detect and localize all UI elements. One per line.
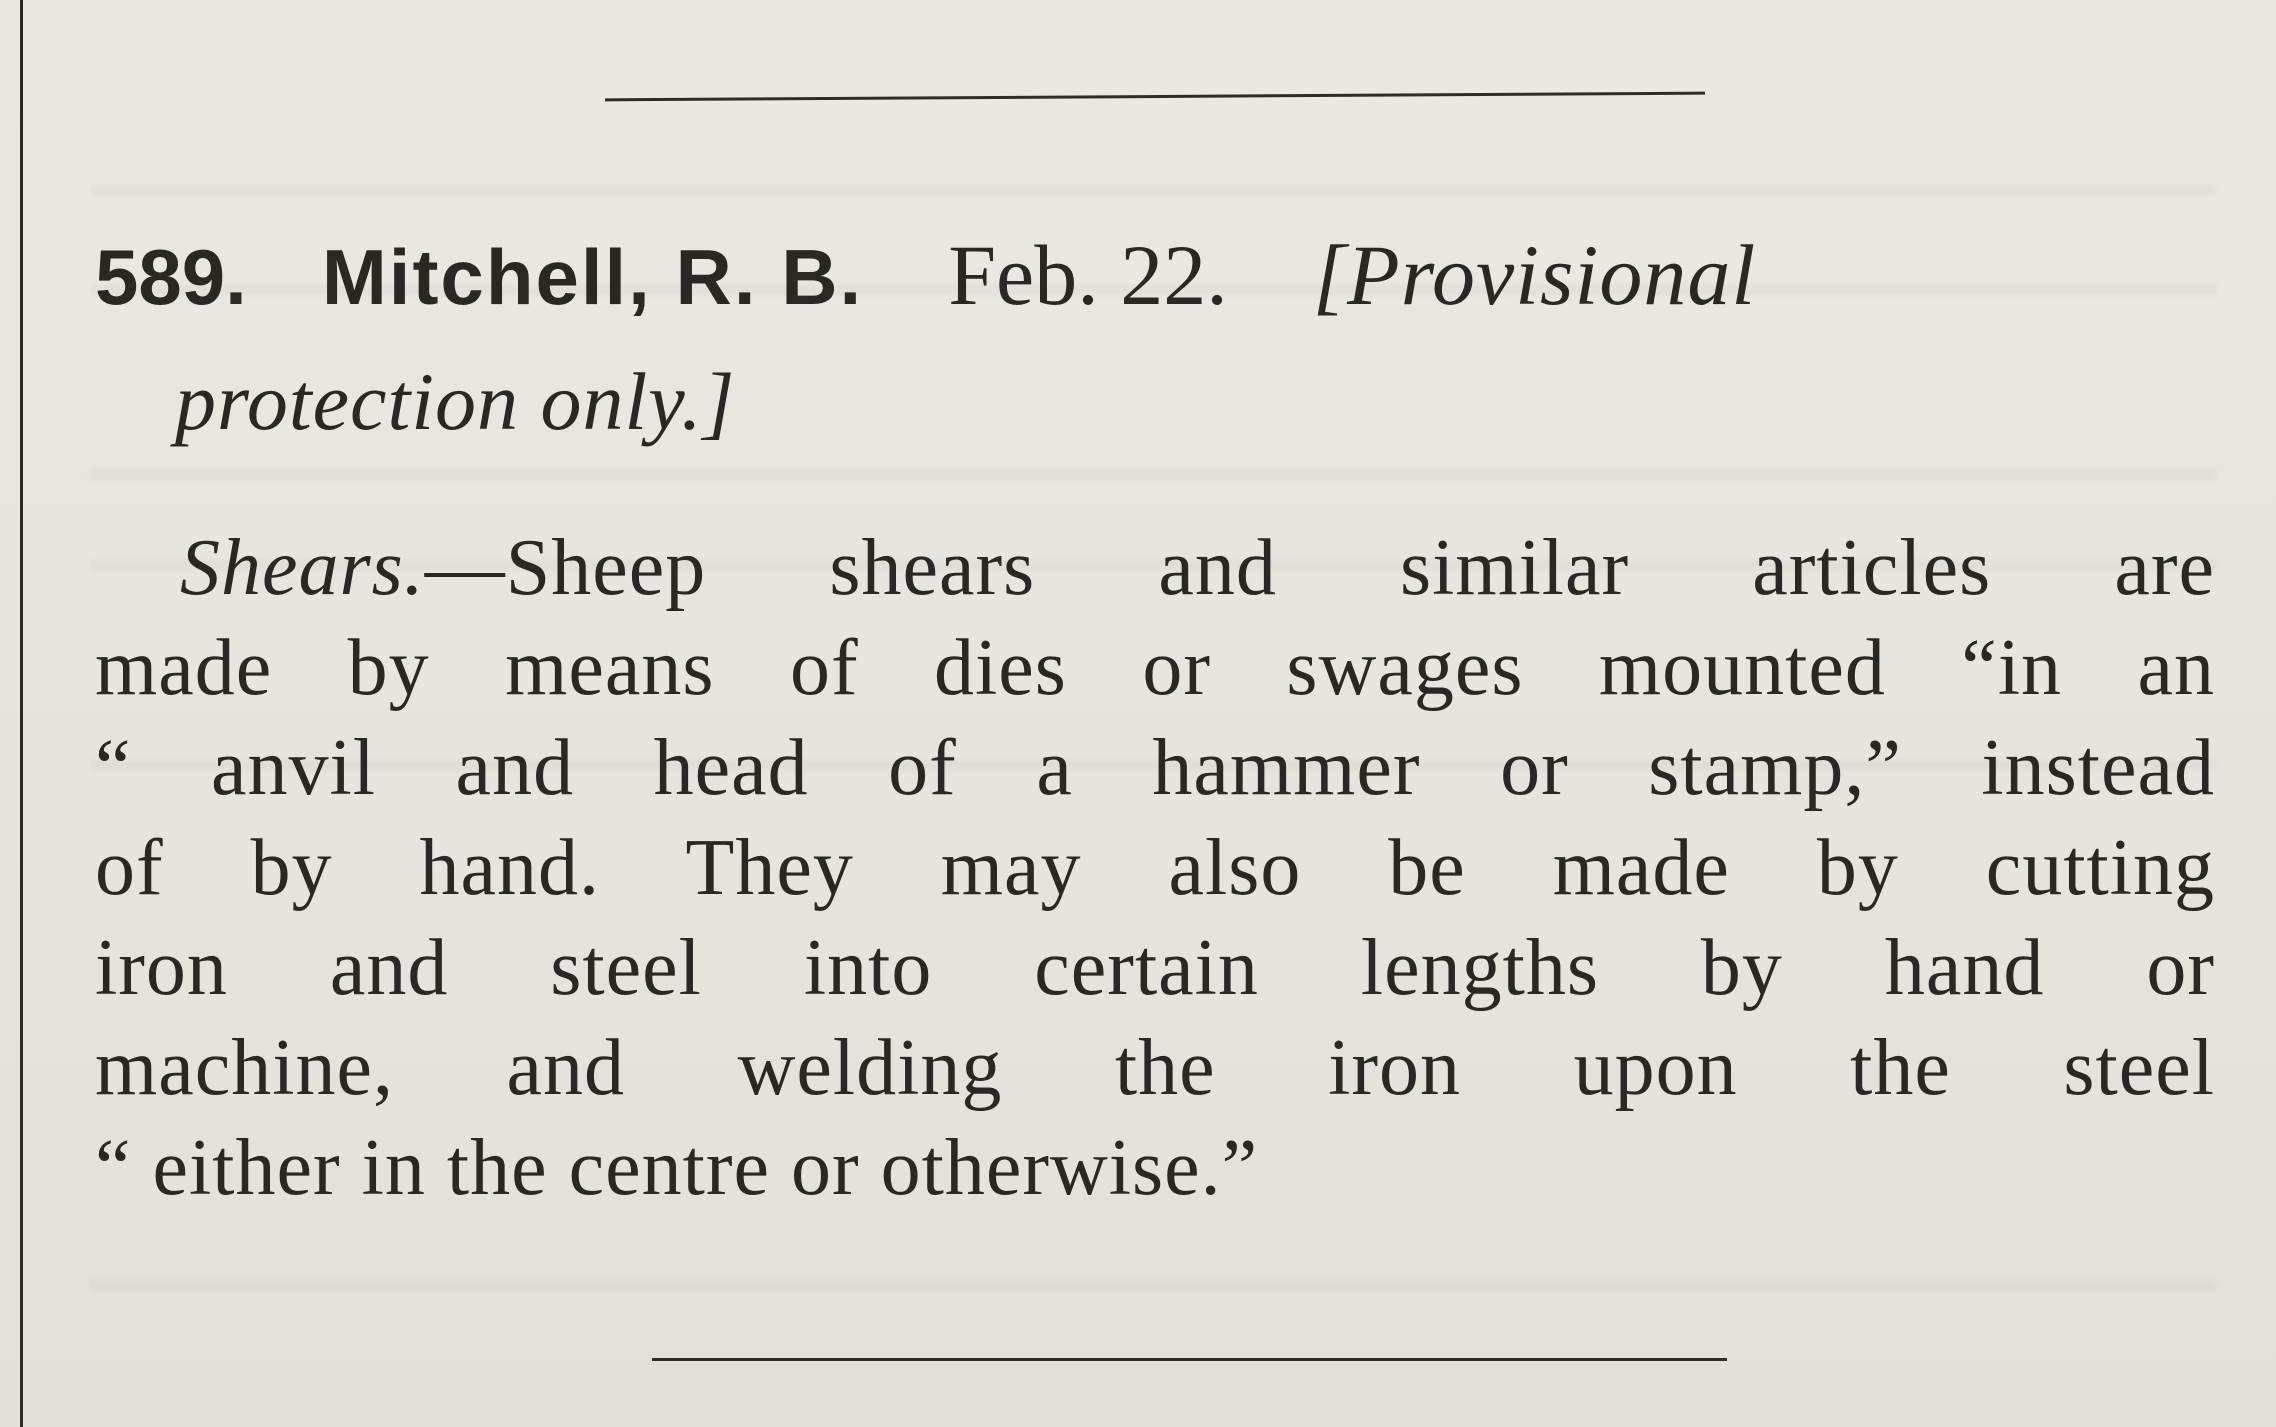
body-line-1 — [180, 518, 2215, 618]
entry-heading — [95, 220, 2215, 332]
body-line-5: iron and steel into certain lengths by hand or — [95, 924, 2215, 1012]
bleed-through-line — [90, 1280, 2216, 1290]
entry-note-end: protection only.] — [175, 356, 736, 447]
bleed-through-line — [90, 185, 2216, 195]
bleed-through-line — [90, 470, 2216, 480]
entry-date: Feb. 22. — [948, 227, 1228, 323]
entry-name: Mitchell, R. B. — [321, 233, 864, 321]
bottom-separator-rule — [652, 1358, 1727, 1361]
body-line-7: “ either in the centre or otherwise.” — [95, 1124, 1259, 1212]
body-line-2: made by means of dies or swages mounted “in an — [95, 624, 2215, 712]
column-rule — [20, 0, 23, 1427]
body-line-1-text: —Sheep shears and similar articles are — [424, 524, 2215, 612]
body-line-4: of by hand. They may also be made by cutting — [95, 824, 2215, 912]
entry-note-start: [Provisional — [1312, 227, 1757, 323]
entry-number: 589. — [95, 233, 247, 321]
body-line-3: “ anvil and head of a hammer or stamp,” instead — [95, 724, 2215, 812]
body-lead-italic: Shears. — [180, 524, 425, 612]
body-line-6: machine, and welding the iron upon the steel — [95, 1024, 2215, 1112]
top-separator-rule — [605, 92, 1705, 102]
